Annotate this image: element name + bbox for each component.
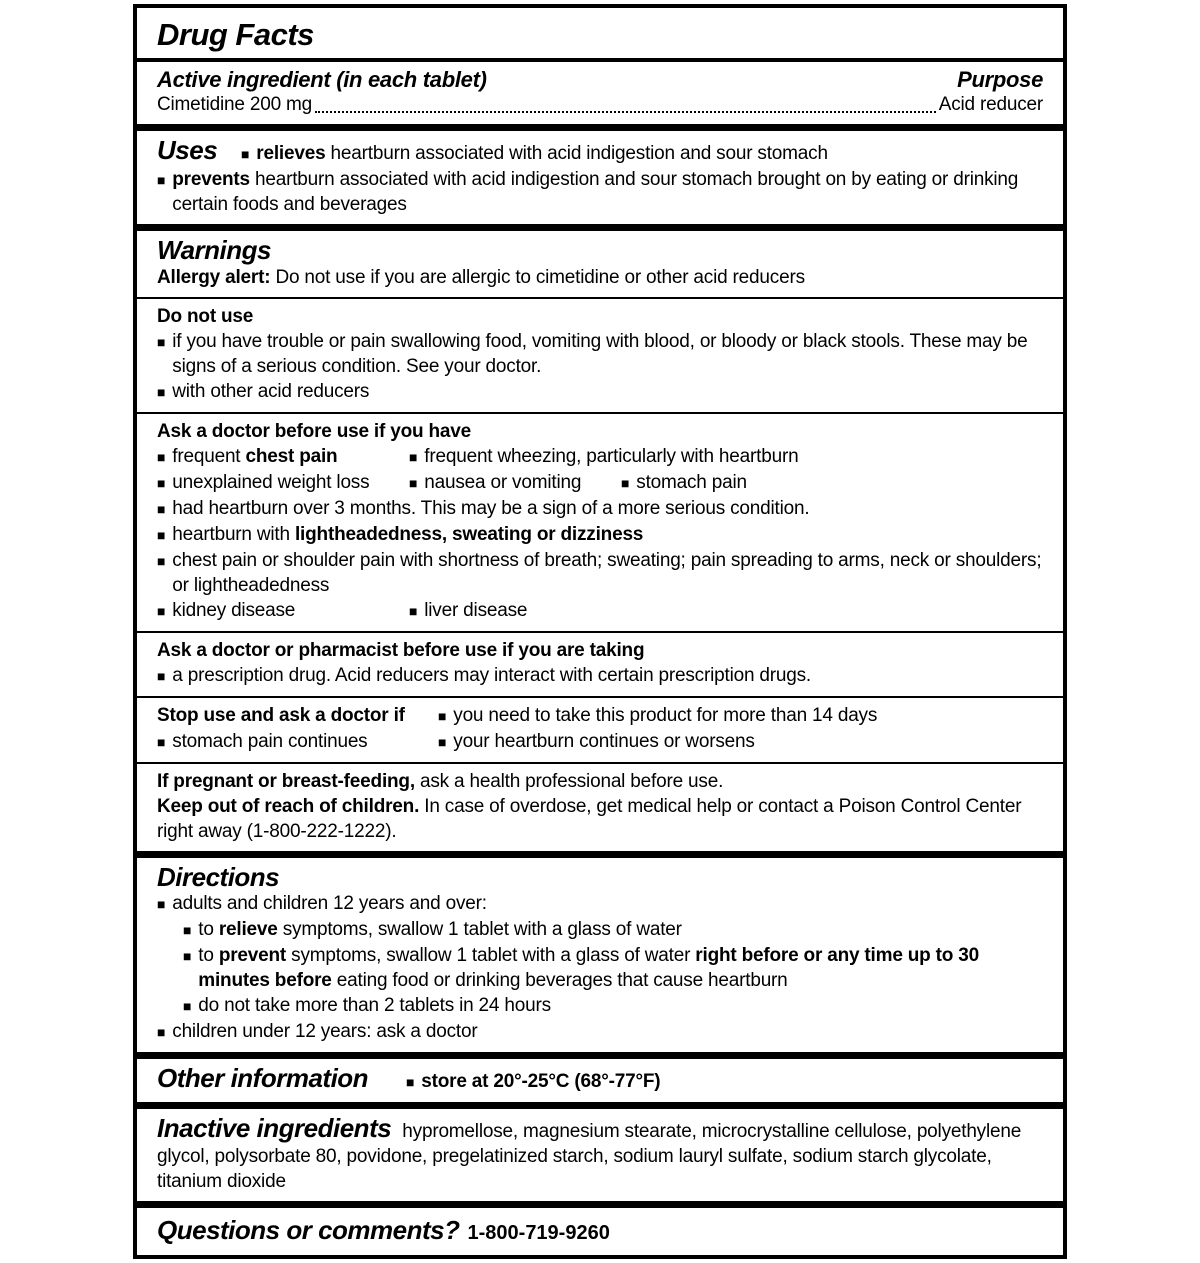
list-item bbox=[157, 598, 409, 624]
directions-sub-2-bold2: right before or any time up to 30 minutes before bbox=[198, 945, 980, 992]
list-item bbox=[621, 470, 747, 496]
do-not-use-item-2: with other acid reducers bbox=[172, 380, 370, 402]
bullet-icon: ■ bbox=[157, 474, 166, 491]
list-item bbox=[409, 598, 527, 624]
active-ingredient-row bbox=[157, 93, 1043, 117]
ask-doctor-heading: Ask a doctor before use if you have bbox=[157, 420, 471, 442]
ask-pharmacist-heading: Ask a doctor or pharmacist before use if you are taking bbox=[157, 639, 645, 661]
symptom-lightheadedness bbox=[172, 522, 1043, 547]
stop-use-item-1: you need to take this product for more than 14 days bbox=[453, 704, 878, 726]
uses-item-2 bbox=[172, 167, 1043, 217]
questions-heading: Questions or comments? bbox=[157, 1215, 460, 1246]
active-ingredient-header-row bbox=[157, 67, 1043, 93]
list-item bbox=[438, 729, 755, 755]
bullet-icon: ■ bbox=[157, 1024, 166, 1041]
other-information-heading: Other information bbox=[157, 1063, 369, 1094]
warnings-section bbox=[137, 231, 1063, 297]
bullet-icon: ■ bbox=[183, 998, 192, 1015]
directions-item-1: adults and children 12 years and over: bbox=[172, 893, 487, 915]
keep-out-text: In case of overdose, get medical help or contact a Poison Control Center right away (1-800-222-1222). bbox=[157, 795, 1022, 842]
bullet-icon: ■ bbox=[157, 333, 166, 350]
other-information-row bbox=[157, 1064, 1043, 1095]
dotted-leader bbox=[315, 111, 936, 113]
section-divider bbox=[137, 224, 1063, 231]
allergy-alert-bold: Allergy alert: bbox=[157, 266, 271, 288]
uses-item-2-text: heartburn associated with acid indigestion and sour stomach brought on by eating or drinking certain foods and beverages bbox=[172, 169, 1019, 215]
stop-use-heading: Stop use and ask a doctor if bbox=[157, 704, 405, 726]
stop-use-section bbox=[137, 698, 1063, 762]
list-item bbox=[157, 522, 1043, 548]
section-divider bbox=[137, 1052, 1063, 1059]
questions-section bbox=[137, 1208, 1063, 1255]
symptom-heartburn-3-months: had heartburn over 3 months. This may be a sign of a more serious condition. bbox=[172, 497, 810, 519]
bullet-icon: ■ bbox=[438, 733, 447, 750]
bullet-icon: ■ bbox=[409, 474, 418, 491]
symptom-chest-pre: frequent bbox=[172, 445, 241, 467]
bullet-icon: ■ bbox=[157, 448, 166, 465]
symptom-liver: liver disease bbox=[424, 599, 528, 621]
stop-use-item-3: your heartburn continues or worsens bbox=[453, 730, 755, 752]
warnings-heading: Warnings bbox=[157, 235, 271, 265]
symptom-wheezing: frequent wheezing, particularly with heartburn bbox=[424, 445, 799, 467]
bullet-icon: ■ bbox=[406, 1074, 415, 1091]
stop-use-item-2: stomach pain continues bbox=[172, 730, 368, 752]
list-item bbox=[183, 943, 1043, 993]
symptom-chest-shoulder: chest pain or shoulder pain with shortness of breath; sweating; pain spreading to arms, neck or shoulders; or lightheadedness bbox=[172, 549, 1042, 596]
list-item bbox=[157, 379, 1043, 405]
uses-item-1 bbox=[256, 141, 1043, 166]
symptom-nausea: nausea or vomiting bbox=[424, 471, 582, 493]
list-item bbox=[157, 1019, 1043, 1045]
ask-pharmacist-item-1: a prescription drug. Acid reducers may interact with certain prescription drugs. bbox=[172, 664, 812, 686]
inactive-ingredients-heading: Inactive ingredients bbox=[157, 1113, 392, 1144]
bullet-icon: ■ bbox=[157, 383, 166, 400]
list-item bbox=[409, 470, 621, 496]
list-item bbox=[157, 329, 1043, 379]
bullet-icon: ■ bbox=[157, 172, 166, 188]
bullet-icon: ■ bbox=[621, 474, 630, 491]
page-title: Drug Facts bbox=[157, 17, 314, 52]
uses-item-1-text: heartburn associated with acid indigestion and sour stomach bbox=[330, 143, 828, 164]
stop-use-row bbox=[157, 729, 1043, 755]
uses-item-1-bold: relieves bbox=[256, 143, 326, 164]
bullet-icon: ■ bbox=[157, 667, 166, 684]
symptom-weight-loss: unexplained weight loss bbox=[172, 471, 370, 493]
bullet-icon: ■ bbox=[157, 602, 166, 619]
uses-header-row bbox=[157, 136, 1043, 167]
pregnancy-section bbox=[137, 764, 1063, 851]
purpose-value: Acid reducer bbox=[938, 94, 1043, 115]
symptom-row bbox=[157, 598, 1043, 624]
bullet-icon: ■ bbox=[183, 948, 192, 965]
list-item bbox=[157, 167, 1043, 217]
uses-item-2-bold: prevents bbox=[172, 169, 250, 190]
directions-item-2: children under 12 years: ask a doctor bbox=[172, 1021, 478, 1043]
uses-heading: Uses bbox=[157, 135, 218, 165]
symptom-stomach-pain: stomach pain bbox=[636, 471, 747, 493]
ask-pharmacist-section bbox=[137, 633, 1063, 696]
bullet-icon: ■ bbox=[241, 146, 250, 162]
list-item bbox=[157, 729, 438, 755]
list-item bbox=[183, 917, 1043, 943]
list-item bbox=[157, 496, 1043, 522]
active-ingredient-heading: Active ingredient (in each tablet) bbox=[157, 67, 487, 92]
bullet-icon: ■ bbox=[409, 448, 418, 465]
section-divider bbox=[137, 1201, 1063, 1208]
section-divider bbox=[137, 1102, 1063, 1109]
bullet-icon: ■ bbox=[157, 500, 166, 517]
directions-sub-2-mid: symptoms, swallow 1 tablet with a glass of water bbox=[291, 945, 691, 967]
list-item bbox=[157, 470, 409, 496]
do-not-use-heading: Do not use bbox=[157, 305, 254, 327]
pregnant-line bbox=[157, 769, 1043, 794]
allergy-alert-text: Do not use if you are allergic to cimetidine or other acid reducers bbox=[275, 266, 805, 288]
directions-heading: Directions bbox=[157, 861, 280, 892]
inactive-ingredients-section bbox=[137, 1109, 1063, 1201]
bullet-icon: ■ bbox=[409, 602, 418, 619]
directions-sub-2 bbox=[198, 943, 1043, 993]
do-not-use-section bbox=[137, 299, 1063, 412]
pregnant-text: ask a health professional before use. bbox=[420, 770, 724, 792]
keep-out-line bbox=[157, 794, 1043, 844]
directions-sub-2-end: eating food or drinking beverages that cause heartburn bbox=[336, 970, 788, 992]
symptom-lightheadedness-pre: heartburn with bbox=[172, 523, 290, 545]
bullet-icon: ■ bbox=[157, 733, 166, 750]
inactive-ingredients-paragraph bbox=[157, 1114, 1043, 1194]
bullet-icon: ■ bbox=[183, 922, 192, 939]
directions-sub-1 bbox=[198, 917, 1043, 942]
list-item bbox=[157, 444, 409, 470]
stop-use-row bbox=[157, 703, 1043, 729]
section-divider bbox=[137, 124, 1063, 131]
inactive-ingredients-text: hypromellose, magnesium stearate, microcrystalline cellulose, polyethylene glycol, polysorbate 80, povidone, pregelatinized starch, sodium lauryl sulfate, sodium starch glycolate, titanium dioxide bbox=[157, 1121, 1022, 1193]
pregnant-bold: If pregnant or breast-feeding, bbox=[157, 770, 415, 792]
symptom-chest-pain bbox=[172, 444, 337, 469]
directions-sub-1-text: symptoms, swallow 1 tablet with a glass of water bbox=[282, 919, 682, 941]
bullet-icon: ■ bbox=[157, 526, 166, 543]
questions-phone-number: 1-800-719-9260 bbox=[467, 1222, 610, 1245]
list-item bbox=[409, 444, 798, 470]
list-item bbox=[183, 993, 1043, 1019]
purpose-heading: Purpose bbox=[957, 67, 1043, 92]
directions-sub-2-pre: to bbox=[198, 945, 214, 967]
bullet-icon: ■ bbox=[157, 896, 166, 913]
list-item bbox=[157, 891, 1043, 917]
other-information-section bbox=[137, 1059, 1063, 1102]
list-item bbox=[157, 548, 1043, 598]
bullet-icon: ■ bbox=[438, 707, 447, 724]
directions-sub-3: do not take more than 2 tablets in 24 hours bbox=[198, 995, 551, 1017]
ingredient-name: Cimetidine 200 mg bbox=[157, 94, 313, 115]
symptom-chest-bold: chest pain bbox=[245, 445, 338, 467]
drug-facts-label bbox=[133, 4, 1067, 1259]
ask-doctor-section bbox=[137, 414, 1063, 631]
section-divider bbox=[137, 851, 1063, 858]
directions-sub-2-bold: prevent bbox=[218, 945, 287, 967]
uses-section bbox=[137, 131, 1063, 224]
list-item bbox=[157, 663, 1043, 689]
do-not-use-item-1: if you have trouble or pain swallowing food, vomiting with blood, or bloody or black stools. These may be signs of a serious condition. See your doctor. bbox=[172, 330, 1028, 377]
allergy-alert-line bbox=[157, 265, 1043, 290]
keep-out-bold: Keep out of reach of children. bbox=[157, 795, 420, 817]
bullet-icon: ■ bbox=[157, 552, 166, 569]
directions-sub-1-pre: to bbox=[198, 919, 214, 941]
symptom-lightheadedness-bold: lightheadedness, sweating or dizziness bbox=[294, 523, 644, 545]
directions-sub-1-bold: relieve bbox=[218, 919, 278, 941]
symptom-row bbox=[157, 470, 1043, 496]
active-ingredient-section bbox=[137, 62, 1063, 124]
symptom-kidney: kidney disease bbox=[172, 599, 296, 621]
symptom-row bbox=[157, 444, 1043, 470]
directions-section bbox=[137, 858, 1063, 1053]
storage-info: store at 20°-25°C (68°-77°F) bbox=[421, 1071, 661, 1093]
